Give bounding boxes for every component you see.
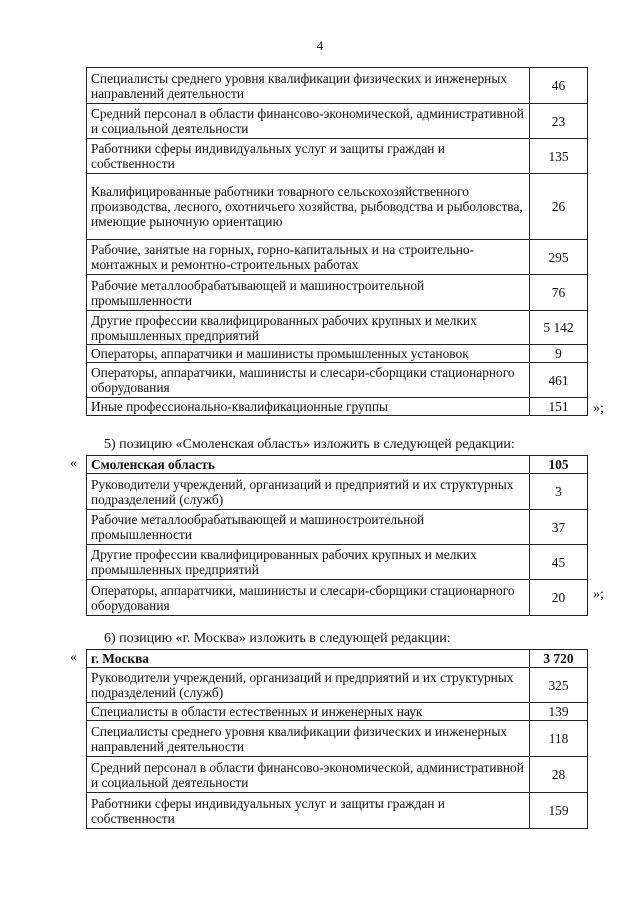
row-label: Другие профессии квалифицированных рабочих крупных и мелких промышленных предприятий — [87, 311, 530, 345]
row-label: Специалисты среднего уровня квалификации физических и инженерных направлений деятельности — [87, 68, 530, 104]
row-label: Другие профессии квалифицированных рабочих крупных и мелких промышленных предприятий — [87, 545, 530, 580]
row-value: 46 — [530, 68, 588, 104]
row-label: Операторы, аппаратчики и машинисты промышленных установок — [87, 345, 530, 363]
table-smolensk — [86, 455, 588, 616]
row-value: 26 — [530, 174, 588, 240]
row-value: 325 — [530, 668, 588, 703]
row-label: Рабочие металлообрабатывающей и машиностроительной промышленности — [87, 275, 530, 311]
row-value: 139 — [530, 703, 588, 721]
table-row — [87, 363, 588, 398]
row-label: Средний персонал в области финансово-экономической, административной и социальной деятельности — [87, 104, 530, 139]
table-moscow — [86, 649, 588, 829]
row-label: Специалисты среднего уровня квалификации физических и инженерных направлений деятельности — [87, 721, 530, 757]
table-row — [87, 668, 588, 703]
table-row — [87, 174, 588, 240]
table-row — [87, 580, 588, 616]
opening-quote: « — [70, 650, 77, 665]
row-value: 3 — [530, 474, 588, 510]
row-label: Руководители учреждений, организаций и предприятий и их структурных подразделений (служб) — [87, 668, 530, 703]
table-header-row — [87, 456, 588, 474]
row-value: 37 — [530, 510, 588, 545]
opening-quote: « — [70, 456, 77, 471]
row-label: Руководители учреждений, организаций и предприятий и их структурных подразделений (служб) — [87, 474, 530, 510]
table-row — [87, 793, 588, 829]
table-header-row — [87, 650, 588, 668]
row-value: 118 — [530, 721, 588, 757]
table-row — [87, 68, 588, 104]
table-row — [87, 703, 588, 721]
row-label: Операторы, аппаратчики, машинисты и слесари-сборщики стационарного оборудования — [87, 363, 530, 398]
row-label: Работники сферы индивидуальных услуг и защиты граждан и собственности — [87, 139, 530, 174]
table-row — [87, 104, 588, 139]
table-row — [87, 275, 588, 311]
row-value: 5 142 — [530, 311, 588, 345]
row-value: 159 — [530, 793, 588, 829]
row-value: 151 — [530, 398, 588, 416]
row-label: Иные профессионально-квалификационные группы — [87, 398, 530, 416]
closing-quote: »; — [593, 401, 604, 416]
row-label: Специалисты в области естественных и инженерных наук — [87, 703, 530, 721]
closing-quote: »; — [593, 587, 604, 602]
region-total: 3 720 — [530, 650, 588, 668]
table-row — [87, 721, 588, 757]
table-row — [87, 474, 588, 510]
table-row — [87, 240, 588, 275]
row-value: 23 — [530, 104, 588, 139]
row-label: Квалифицированные работники товарного сельскохозяйственного производства, лесного, охотничьего хозяйства, рыбоводства и рыболовства, имеющие рыночную ориентацию — [87, 174, 530, 240]
table-row — [87, 311, 588, 345]
region-name: г. Москва — [87, 650, 530, 668]
row-value: 295 — [530, 240, 588, 275]
row-value: 28 — [530, 757, 588, 793]
table-row — [87, 345, 588, 363]
amendment-paragraph: 5) позицию «Смоленская область» изложить в следующей редакции: — [104, 437, 515, 452]
row-label: Работники сферы индивидуальных услуг и защиты граждан и собственности — [87, 793, 530, 829]
table-row — [87, 139, 588, 174]
table-row — [87, 545, 588, 580]
row-label: Средний персонал в области финансово-экономической, административной и социальной деятельности — [87, 757, 530, 793]
row-value: 20 — [530, 580, 588, 616]
table-row — [87, 398, 588, 416]
row-value: 76 — [530, 275, 588, 311]
row-label: Рабочие, занятые на горных, горно-капитальных и на строительно-монтажных и ремонтно-строительных работах — [87, 240, 530, 275]
row-label: Операторы, аппаратчики, машинисты и слесари-сборщики стационарного оборудования — [87, 580, 530, 616]
row-value: 461 — [530, 363, 588, 398]
table-row — [87, 757, 588, 793]
row-value: 9 — [530, 345, 588, 363]
region-total: 105 — [530, 456, 588, 474]
row-value: 135 — [530, 139, 588, 174]
row-value: 45 — [530, 545, 588, 580]
page-number: 4 — [316, 38, 324, 53]
amendment-paragraph: 6) позицию «г. Москва» изложить в следующей редакции: — [104, 631, 451, 646]
table-continuation — [86, 67, 588, 416]
row-label: Рабочие металлообрабатывающей и машиностроительной промышленности — [87, 510, 530, 545]
region-name: Смоленская область — [87, 456, 530, 474]
table-row — [87, 510, 588, 545]
